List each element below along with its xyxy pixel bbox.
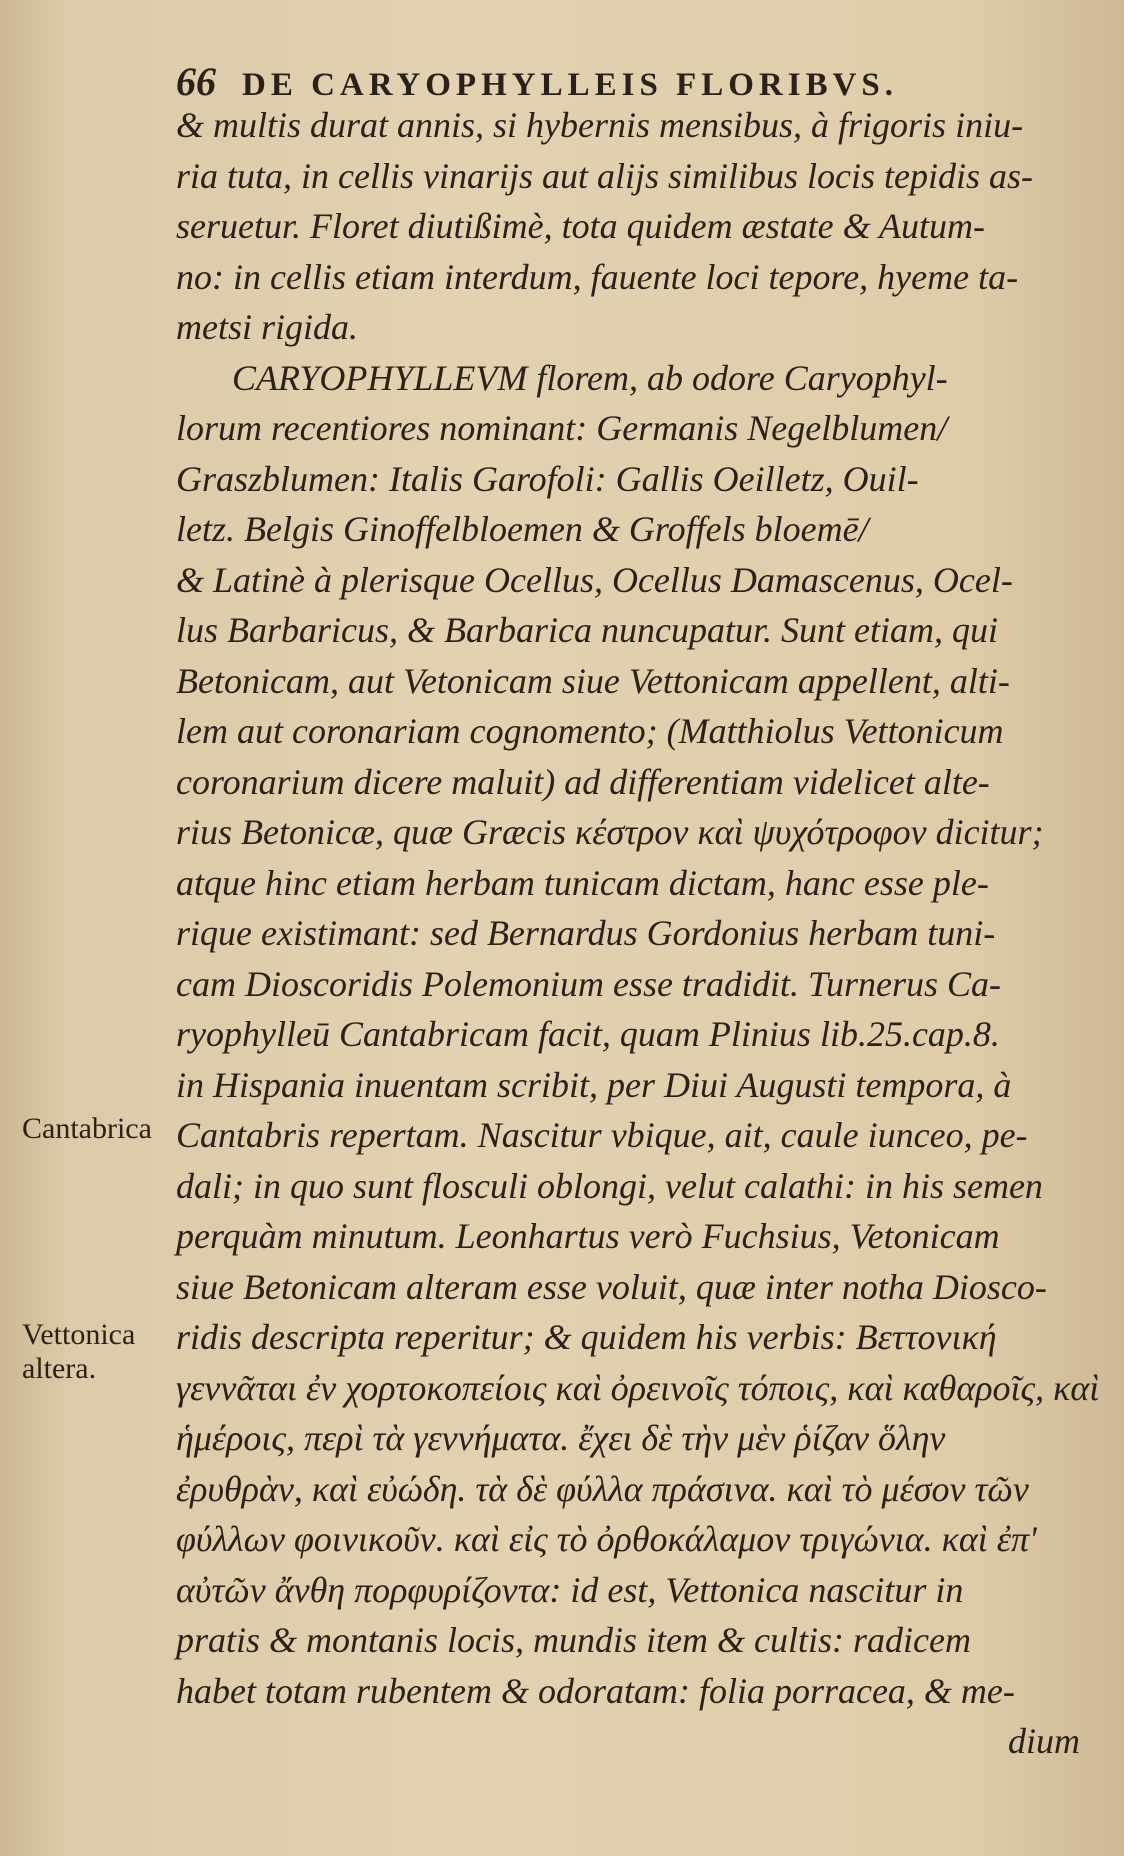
text-line: αὐτῶν ἄνθη πορφυρίζοντα: id est, Vettonica nascitur in	[176, 1569, 964, 1610]
text-line: siue Betonicam alteram esse voluit, quæ inter notha Diosco-	[176, 1266, 1047, 1307]
text-line: habet totam rubentem & odoratam: folia porracea, & me-	[176, 1670, 1015, 1711]
text-line: coronarium dicere maluit) ad differentiam videlicet alte-	[176, 761, 990, 802]
text-line: ria tuta, in cellis vinarijs aut alijs similibus locis tepidis as-	[176, 155, 1034, 196]
page-number: 66	[176, 59, 216, 104]
text-line: Cantabris repertam. Nascitur vbique, ait, caule iunceo, pe-	[176, 1115, 1028, 1155]
body-text	[176, 100, 1120, 1767]
text-line: lem aut coronariam cognomento; (Matthiolus Vettonicum	[176, 711, 1004, 751]
marginal-note-vettonica: Vettonica	[22, 1318, 136, 1351]
text-line: metsi rigida.	[176, 307, 359, 347]
text-line: cam Dioscoridis Polemonium esse tradidit. Turnerus Ca-	[176, 963, 1001, 1004]
greek-text-line: ἡμέροις, περὶ τὰ γεννήματα. ἔχει δὲ τὴν μὲν ῥίζαν ὅλην	[176, 1418, 946, 1458]
text-line: ryophylleū Cantabricam facit, quam Plinius lib.25.cap.8.	[176, 1014, 1000, 1054]
text-line: & multis durat annis, si hybernis mensibus, à frigoris iniu-	[176, 105, 1024, 145]
running-head: DE CARYOPHYLLEIS FLORIBVS.	[242, 67, 899, 103]
text-line: & Latinè à plerisque Ocellus, Ocellus Damascenus, Ocel-	[176, 559, 1013, 600]
text-line: seruetur. Floret diutißimè, tota quidem æstate & Autum-	[176, 206, 985, 246]
text-line: lorum recentiores nominant: Germanis Negelblumen/	[176, 408, 948, 448]
text-line: no: in cellis etiam interdum, fauente loci tepore, hyeme ta-	[176, 256, 1019, 297]
text-line: letz. Belgis Ginoffelbloemen & Groffels bloemē/	[176, 509, 869, 549]
text-line: dali; in quo sunt flosculi oblongi, velut calathi: in his semen	[176, 1165, 1043, 1206]
text-line: in Hispania inuentam scribit, per Diui Augusti tempora, à	[176, 1064, 1012, 1105]
greek-text-line: γεννᾶται ἐν χορτοκοπείοις καὶ ὀρεινοῖς τόποις, καὶ καθαροῖς, καὶ	[176, 1367, 1100, 1408]
text-line: Betonicam, aut Vetonicam siue Vettonicam appellent, alti-	[176, 660, 1010, 701]
page-header	[176, 58, 1016, 105]
text-line: rius Betonicæ, quæ Græcis κέστρον καὶ ψυχότροφον dicitur;	[176, 812, 1044, 852]
text-line: perquàm minutum. Leonhartus verò Fuchsius, Vetonicam	[176, 1216, 1000, 1256]
marginal-note-cantabrica: Cantabrica	[22, 1112, 152, 1145]
text-line: pratis & montanis locis, mundis item & cultis: radicem	[176, 1620, 971, 1660]
paragraph-start-line: CARYOPHYLLEVM florem, ab odore Caryophyl-	[232, 357, 948, 398]
marginal-note-altera: altera.	[22, 1352, 97, 1385]
greek-text-line: φύλλων φοινικοῦν. καὶ εἰς τὸ ὀρθοκάλαμον τριγώνια. καὶ ἐπ'	[176, 1519, 1037, 1559]
catchword: dium	[1008, 1721, 1080, 1761]
text-line: Graszblumen: Italis Garofoli: Gallis Oeilletz, Ouil-	[176, 458, 919, 499]
text-line: rique existimant: sed Bernardus Gordonius herbam tuni-	[176, 913, 996, 953]
text-line: lus Barbaricus, & Barbarica nuncupatur. Sunt etiam, qui	[176, 610, 998, 650]
greek-text-line: ἐρυθρὰν, καὶ εὐώδη. τὰ δὲ φύλλα πράσινα. καὶ τὸ μέσον τῶν	[176, 1468, 1029, 1509]
text-line: ridis descripta reperitur; & quidem his verbis: Βεττονική	[176, 1317, 997, 1357]
text-line: atque hinc etiam herbam tunicam dictam, hanc esse ple-	[176, 862, 989, 903]
